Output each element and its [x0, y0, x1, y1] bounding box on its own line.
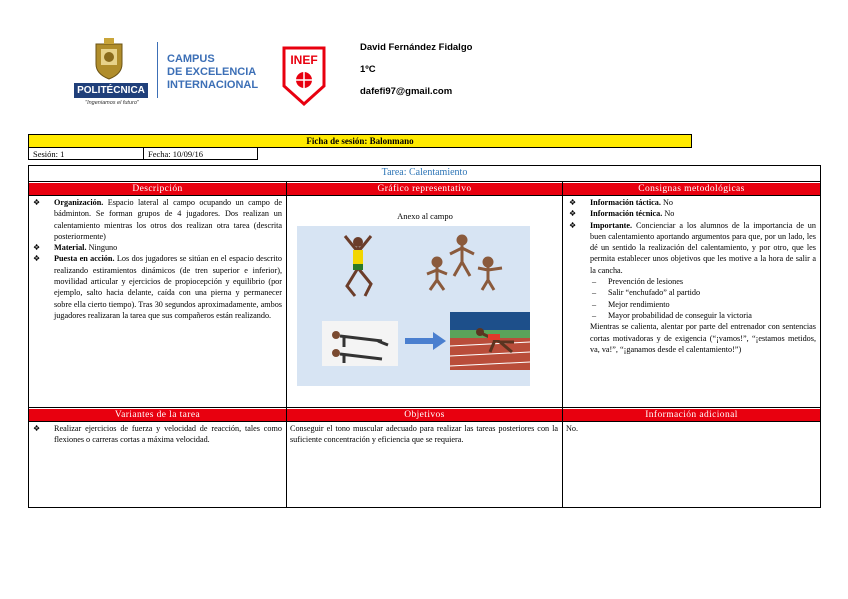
tactica-label: Información táctica. — [590, 198, 661, 207]
objetivos-cell: Conseguir el tono muscular adecuado para realizar las tareas posteriores con la suficiente concentración y eficiencia que se requiera. — [290, 424, 558, 445]
row-divider — [28, 421, 821, 422]
author-group: 1ºC — [360, 64, 376, 75]
list-item — [30, 242, 282, 253]
bullet-icon: ❖ — [569, 209, 577, 219]
header-consignas: Consignas metodológicas — [563, 183, 820, 195]
header-info: Información adicional — [563, 409, 820, 421]
importante-label: Importante. — [590, 220, 633, 230]
sheet-title: Ficha de sesión: Balonmano — [28, 134, 692, 148]
figure-caption: Anexo al campo — [397, 211, 453, 221]
bullet-icon: ❖ — [33, 254, 41, 264]
campus-line-3: INTERNACIONAL — [167, 79, 259, 91]
material-text: Ninguno — [88, 243, 118, 253]
campus-excelencia-logo — [167, 53, 258, 92]
list-item — [30, 197, 282, 242]
info-adicional-cell: No. — [566, 424, 579, 433]
tactica-text: No — [663, 198, 674, 207]
org-label: Organización. — [54, 198, 104, 207]
column-divider — [562, 181, 563, 508]
jumping-athlete-icon — [327, 230, 389, 300]
list-item — [566, 197, 816, 208]
tecnica-label: Información técnica. — [590, 209, 663, 219]
session-date: Fecha: 10/09/16 — [143, 147, 258, 160]
row-divider — [28, 181, 821, 182]
campus-divider — [157, 42, 158, 98]
list-item — [30, 253, 282, 321]
header-objetivos: Objetivos — [287, 409, 562, 421]
header-variantes: Variantes de la tarea — [29, 409, 286, 421]
puesta-text: Los dos jugadores se sitúan en el espacio descrito realizando estiramientos dinámicos (de tren superior e inferior), movilidad articular y ejercicios de propiocepción y equilibrio (por ejemplo, salto hacia delante, caída con una pierna y permanecer sobre ella cierto tiempo). Tras 30 segundos aproximadamente, ambos jugadores realizaran la tarea que sus compañeros están realizando. — [54, 254, 283, 320]
tecnica-text: No — [664, 209, 675, 219]
puesta-label: Puesta en acción. — [54, 254, 115, 264]
row-divider — [28, 195, 821, 196]
author-name: David Fernández Fidalgo — [360, 42, 473, 53]
descripcion-cell — [30, 197, 282, 321]
importante-text: Concienciar a los alumnos de la importancia de un buen calentamiento aportando argumentos para que, por un lado, les dé un sentido la realización del calentamiento, y por otro, que les permita establecer unos objetivos que les motive a la hora de salir a la cancha. — [590, 220, 816, 275]
bullet-icon: ❖ — [569, 198, 577, 207]
warmup-figure — [297, 226, 530, 386]
bullet-icon: ❖ — [569, 220, 577, 230]
row-divider — [28, 407, 821, 408]
campus-line-2: DE EXCELENCIA — [167, 66, 257, 78]
consignas-cell — [566, 197, 816, 355]
bullet-icon: ❖ — [33, 198, 41, 207]
header-grafico: Gráfico representativo — [287, 183, 562, 195]
header-descripcion: Descripción — [29, 183, 286, 195]
list-item — [566, 220, 816, 276]
campus-line-1: CAMPUS — [167, 53, 215, 65]
benefit-item: – Salir “enchufado” al partido — [592, 288, 701, 298]
session-number: Sesión: 1 — [28, 147, 144, 160]
closing-text: Mientras se calienta, alentar por parte del entrenador con sentencias cortas motivadoras y de exigencia (“¡vamos!”, “¡estamos metidos, va, va!”, “¡ganamos desde el calentamiento!”) — [590, 322, 816, 354]
bullet-icon: ❖ — [33, 424, 41, 433]
variantes-cell — [30, 423, 282, 446]
org-text: Espacio lateral al campo ocupando un campo de bádminton. Se forman grupos de 4 jugadores. Dos realizan un calentamiento mientras los otros dos realizan otra tarea (descrita posteriormente) — [54, 198, 282, 241]
bullet-icon: ❖ — [33, 243, 41, 253]
inef-logo-text: INEF — [290, 53, 318, 67]
upm-tagline: "Ingeniamos el futuro" — [85, 100, 139, 106]
upm-crest-icon — [92, 38, 126, 80]
variantes-text: Realizar ejercicios de fuerza y velocidad de reacción, tales como flexiones o carreras cortas a máxima velocidad. — [54, 424, 282, 445]
author-email: dafefi97@gmail.com — [360, 86, 453, 97]
inef-logo-icon — [282, 46, 326, 106]
material-label: Material. — [54, 243, 87, 253]
benefit-item: – Mejor rendimiento — [592, 299, 670, 309]
athletes-stretching-icon — [422, 232, 506, 292]
list-item — [30, 423, 282, 446]
task-title: Tarea: Calentamiento — [381, 167, 468, 178]
upm-wordmark: POLITÉCNICA — [74, 83, 148, 98]
column-divider — [286, 181, 287, 508]
pushup-athlete-icon — [322, 321, 398, 366]
benefit-item: – Mayor probabilidad de conseguir la victoria — [592, 310, 752, 320]
list-item — [566, 208, 816, 219]
benefit-item: – Prevención de lesiones — [592, 277, 684, 287]
sprinter-start-icon — [450, 312, 530, 370]
arrow-right-icon — [405, 331, 447, 351]
